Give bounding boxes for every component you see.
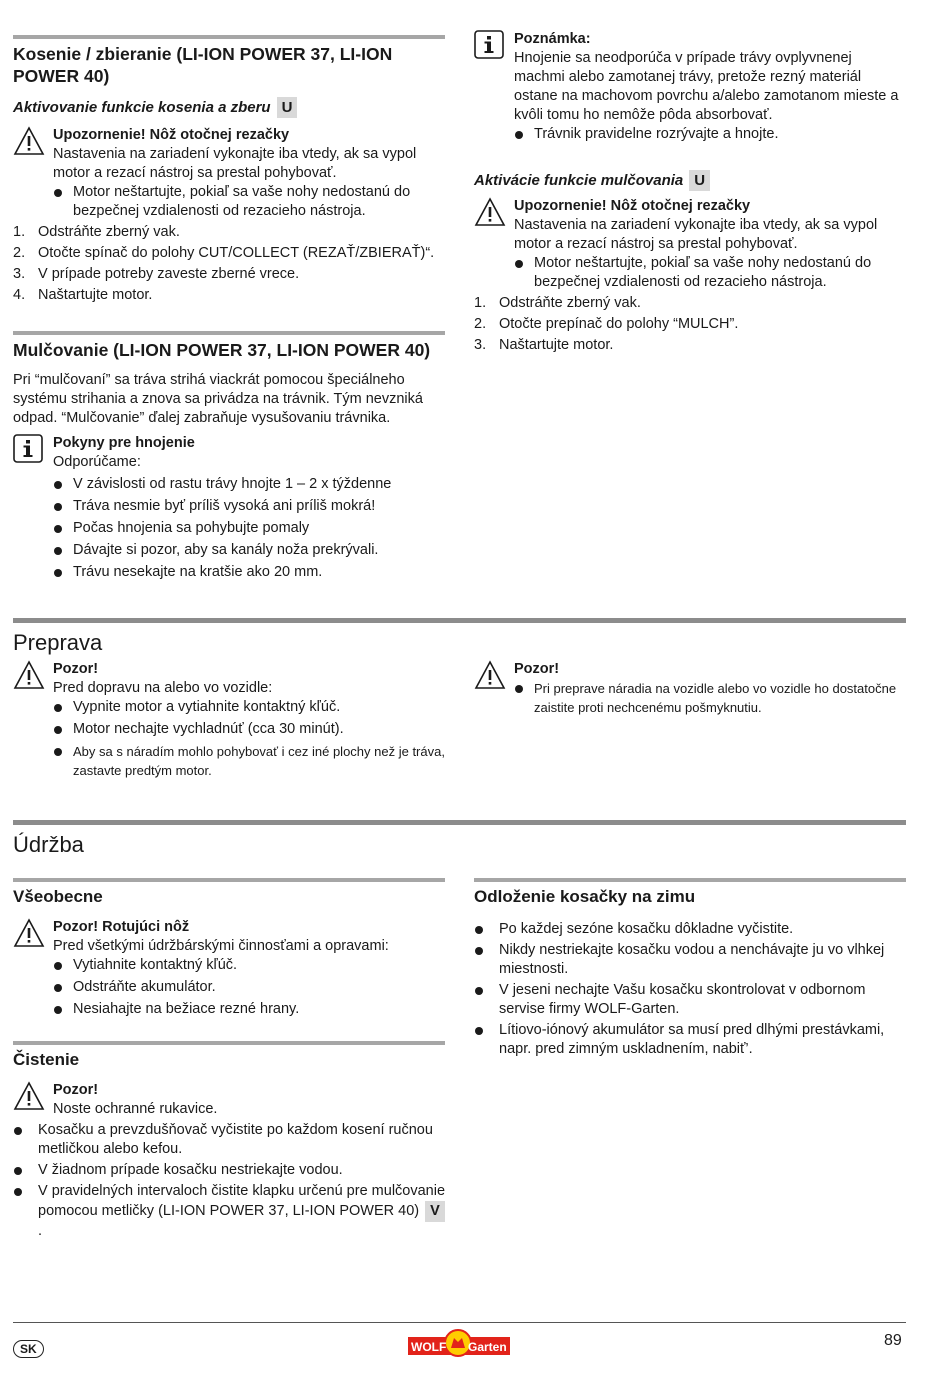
- list-item: Trávu nesekajte na kratšie ako 20 mm.: [53, 563, 445, 582]
- info-icon: [474, 30, 506, 60]
- activate-key-badge: U: [277, 97, 298, 118]
- note-bullets: [514, 125, 906, 144]
- list-item: V závislosti od rastu trávy hnojte 1 – 2 x týždenne: [53, 475, 445, 494]
- language-badge: SK: [13, 1340, 44, 1358]
- list-item: 3. V prípade potreby zaveste zberné vrece.: [13, 266, 300, 282]
- list-item: 3. Naštartujte motor.: [474, 337, 614, 353]
- svg-text:Garten: Garten: [468, 1340, 507, 1354]
- section-rule: [13, 618, 906, 623]
- warning-icon: [13, 918, 45, 948]
- mulching-section: [13, 331, 445, 585]
- transport-left: [13, 660, 445, 780]
- warning-title: Pozor! Rotujúci nôž: [53, 919, 190, 935]
- warning-bullets: [53, 698, 445, 739]
- mowing-title: Kosenie / zbieranie (LI-ION POWER 37, LI-ION POWER 40): [13, 44, 393, 86]
- list-item: 1. Odstráňte zberný vak.: [474, 295, 641, 311]
- warning-icon: [13, 1081, 45, 1111]
- list-item: Motor neštartujte, pokiaľ sa vaše nohy nedostanú do bezpečnej vzdialenosti od rezacieho nástroja.: [53, 183, 445, 221]
- warning-text: Nastavenia na zariadení vykonajte iba vtedy, ak sa vypol motor a rezací nástroj sa prestal pohybovať.: [514, 217, 878, 252]
- maintenance-section: [13, 820, 906, 859]
- note-text: Hnojenie sa neodporúča v prípade trávy ovplyvnenej machmi alebo zamotanej trávy, pretože rezný materiál ostane na machovom povrchu a/alebo zamotanom mieste a kvôli tomu ho nemôže pôda absorbovať.: [514, 50, 899, 123]
- list-item: 2. Otočte prepínač do polohy “MULCH”.: [474, 316, 739, 332]
- section-rule: [474, 878, 906, 882]
- info-title: Pokyny pre hnojenie: [53, 435, 195, 451]
- winter-section: [474, 878, 906, 1059]
- list-item: V pravidelných intervaloch čistite klapku určenú pre mulčovanie pomocou metličky (LI-ION POWER 37, LI-ION POWER 40) V.: [13, 1182, 445, 1241]
- activate-key-badge: U: [689, 170, 710, 191]
- warning-title: Pozor!: [53, 1082, 99, 1098]
- warning-title: Pozor!: [514, 661, 560, 677]
- section-rule: [13, 35, 445, 39]
- section-rule: [13, 331, 445, 335]
- transport-title: Preprava: [13, 630, 103, 655]
- mulch-steps: [474, 294, 906, 355]
- mowing-activate-label: Aktivovanie funkcie kosenia a zberu: [13, 99, 271, 116]
- svg-text:WOLF: WOLF: [411, 1340, 447, 1354]
- list-item: Vytiahnite kontaktný kľúč.: [53, 956, 445, 975]
- maintenance-title: Údržba: [13, 832, 84, 857]
- warning-text: Nastavenia na zariadení vykonajte iba vtedy, ak sa vypol motor a rezací nástroj sa prestal pohybovať.: [53, 146, 417, 181]
- mulch-activate-label: Aktivácie funkcie mulčovania: [474, 172, 684, 189]
- list-item: 1. Odstráňte zberný vak.: [13, 224, 180, 240]
- transport-warning: [13, 660, 445, 780]
- warning-title: Pozor!: [53, 661, 99, 677]
- section-rule: [13, 878, 445, 882]
- info-bullets: [53, 475, 445, 582]
- list-item: Motor nechajte vychladnúť (cca 30 minút).: [53, 720, 445, 739]
- general-warning: [13, 918, 445, 1019]
- list-item: Nesiahajte na bežiace rezné hrany.: [53, 1000, 445, 1019]
- mowing-warning: [13, 126, 445, 221]
- warning-bullets: [53, 183, 445, 221]
- section-rule: [13, 820, 906, 825]
- winter-title: Odloženie kosačky na zimu: [474, 887, 696, 906]
- cleaning-section: [13, 1041, 445, 1241]
- list-item: Kosačku a prevzdušňovač vyčistite po každom kosení ručnou metličkou alebo kefou.: [13, 1121, 445, 1159]
- warning-text: Pred dopravu na alebo vo vozidle:: [53, 680, 273, 696]
- list-item: 2. Otočte spínač do polohy CUT/COLLECT (REZAŤ/ZBIERAŤ)“.: [13, 245, 435, 261]
- note-callout: [474, 30, 906, 144]
- warning-icon: [13, 126, 45, 156]
- cleaning-bullets: [13, 1121, 445, 1241]
- mulching-intro: Pri “mulčovaní” sa tráva strihá viackrát pomocou špeciálneho systému strihania a znova sa privádza na trávnik. Tým nevzniká odpad. “Mulčovanie” ďalej zabraňuje vysušovaniu trávnika.: [13, 372, 423, 426]
- warning-icon: [474, 197, 506, 227]
- warning-small-bullets: [53, 742, 445, 780]
- transport-section: [13, 618, 906, 657]
- mulch-activate-subtitle: [474, 170, 906, 191]
- page-number: 89: [884, 1332, 902, 1349]
- list-item: Lítiovo-iónový akumulátor sa musí pred dlhými prestávkami, napr. pred zimným uskladnením, nabiť’.: [474, 1021, 906, 1059]
- general-title: Všeobecne: [13, 887, 103, 906]
- info-icon: [13, 434, 45, 464]
- list-item: Počas hnojenia sa pohybujte pomaly: [53, 519, 445, 538]
- info-text: Odporúčame:: [53, 454, 141, 470]
- fertilizing-info: [13, 434, 445, 582]
- list-item: Motor neštartujte, pokiaľ sa vaše nohy nedostanú do bezpečnej vzdialenosti od rezacieho nástroja.: [514, 254, 906, 292]
- transport-right: [474, 660, 906, 717]
- warning-text: Pred všetkými údržbárskými činnosťami a opravami:: [53, 938, 389, 954]
- list-item: Trávnik pravidelne rozrývajte a hnojte.: [514, 125, 906, 144]
- winter-bullets: [474, 920, 906, 1059]
- list-item: Po každej sezóne kosačku dôkladne vyčistite.: [474, 920, 906, 939]
- mulching-title: Mulčovanie (LI-ION POWER 37, LI-ION POWER 40): [13, 340, 431, 360]
- mowing-section: [13, 35, 445, 307]
- list-item: V žiadnom prípade kosačku nestriekajte vodou.: [13, 1161, 445, 1180]
- note-section: [474, 30, 906, 357]
- transport-warning-right: [474, 660, 906, 717]
- list-item: Aby sa s náradím mohlo pohybovať i cez iné plochy než je tráva, zastavte predtým motor.: [53, 742, 445, 780]
- cleaning-warning: [13, 1081, 445, 1119]
- warning-text: Noste ochranné rukavice.: [53, 1101, 218, 1117]
- list-item: Odstráňte akumulátor.: [53, 978, 445, 997]
- warning-title: Upozornenie! Nôž otočnej rezačky: [53, 127, 290, 143]
- warning-small-bullets: [514, 679, 906, 717]
- general-section: [13, 878, 445, 1022]
- list-item: Dávajte si pozor, aby sa kanály noža prekrývali.: [53, 541, 445, 560]
- note-title: Poznámka:: [514, 31, 591, 47]
- warning-icon: [474, 660, 506, 690]
- warning-title: Upozornenie! Nôž otočnej rezačky: [514, 198, 751, 214]
- wolf-garten-logo: [408, 1328, 510, 1358]
- cleaning-key-badge: V: [425, 1201, 445, 1222]
- mowing-steps: [13, 223, 445, 305]
- footer-rule: [13, 1322, 906, 1323]
- cleaning-title: Čistenie: [13, 1050, 80, 1069]
- mulch-warning: [474, 197, 906, 292]
- list-item: Vypnite motor a vytiahnite kontaktný kľúč.: [53, 698, 445, 717]
- warning-icon: [13, 660, 45, 690]
- list-item: V jeseni nechajte Vašu kosačku skontrolovat v odbornom servise firmy WOLF-Garten.: [474, 981, 906, 1019]
- mowing-activate-subtitle: [13, 97, 445, 118]
- section-rule: [13, 1041, 445, 1045]
- list-item: Pri preprave náradia na vozidle alebo vo vozidle ho dostatočne zaistite proti nechcenému pošmyknutiu.: [514, 679, 906, 717]
- warning-bullets: [53, 956, 445, 1019]
- list-item: Nikdy nestriekajte kosačku vodou a nenchávajte ju vo vlhkej miestnosti.: [474, 941, 906, 979]
- list-item: 4. Naštartujte motor.: [13, 287, 153, 303]
- warning-bullets: [514, 254, 906, 292]
- list-item: Tráva nesmie byť príliš vysoká ani príliš mokrá!: [53, 497, 445, 516]
